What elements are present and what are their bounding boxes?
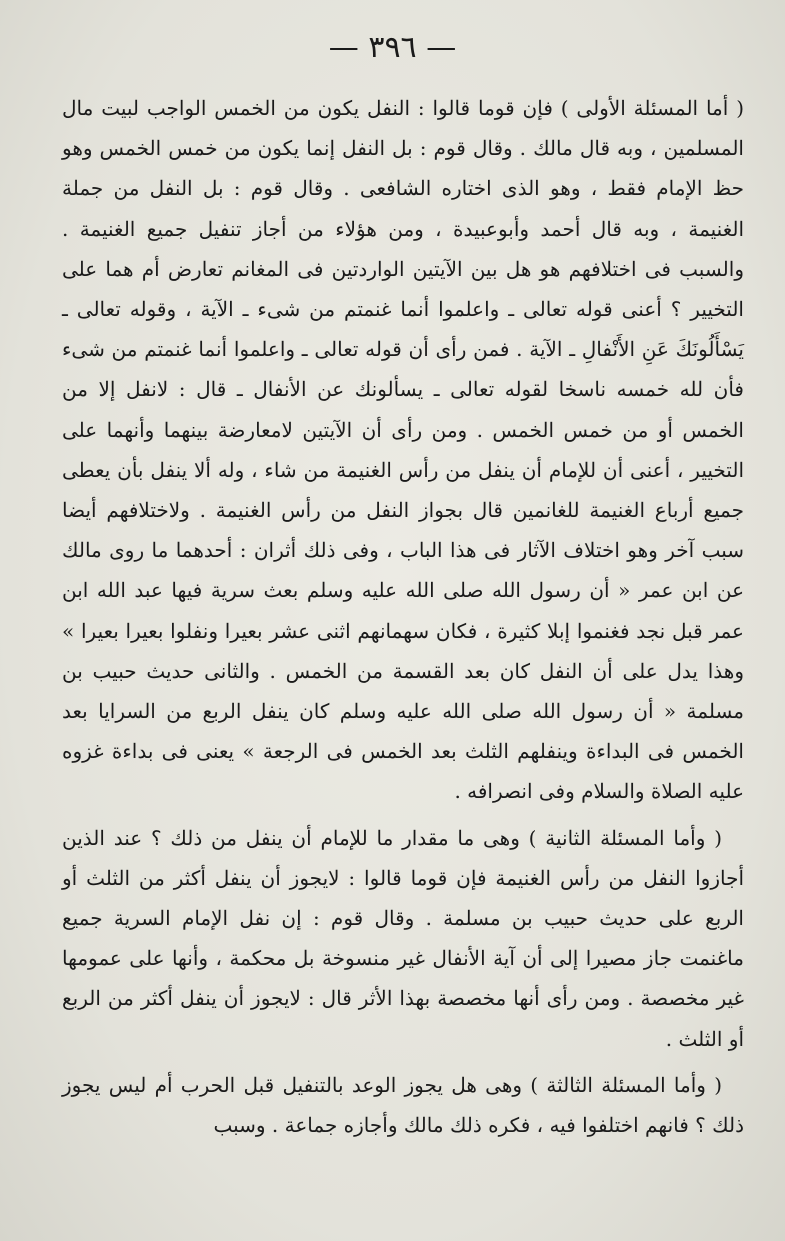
- paragraph-third-issue: ( وأما المسئلة الثالثة ) وهى هل يجوز الوعد بالتنفيل قبل الحرب أم ليس يجوز ذلك ؟ فانهم اختلفوا فيه ، فكره ذلك مالك وأجازه جماعة . وسبب: [62, 1072, 744, 1138]
- paragraph-first-issue: ( أما المسئلة الأولى ) فإن قوما قالوا : النفل يكون من الخمس الواجب لبيت مال المسلمين ، وبه قال مالك . وقال قوم : بل النفل إنما يكون من خمس الخمس وهو حظ الإمام فقط ، وهو الذى اختاره الشافعى . وقال قوم : بل النفل من جملة الغنيمة ، وبه قال أحمد وأبوعبيدة ، ومن هؤلاء من أجاز تنفيل جميع الغنيمة . والسبب فى اختلافهم هو هل بين الآيتين الواردتين فى المغانم تعارض أم هما على التخيير ؟ أعنى قوله تعالى ـ واعلموا أنما غنمتم من شىء ـ الآية ، وقوله تعالى ـ يَسْأَلُونَكَ عَنِ الأَنْفالِ ـ الآية . فمن رأى أن قوله تعالى ـ واعلموا أنما غنمتم من شىء فأن لله خمسه ناسخا لقوله تعالى ـ يسألونك عن الأنفال ـ قال : لانفل إلا من الخمس أو من خمس الخمس . ومن رأى أن الآيتين لامعارضة بينهما وأنهما على التخيير ، أعنى أن للإمام أن ينفل من رأس الغنيمة من شاء ، وله ألا ينفل بأن يعطى جميع أرباع الغنيمة للغانمين قال بجواز النفل من رأس الغنيمة . ولاختلافهم أيضا سبب آخر وهو اختلاف الآثار فى هذا الباب ، وفى ذلك أثران : أحدهما ما روى مالك عن ابن عمر « أن رسول الله صلى الله عليه وسلم بعث سرية فيها عبد الله ابن عمر قبل نجد فغنموا إبلا كثيرة ، فكان سهمانهم اثنى عشر بعيرا ونفلوا بعيرا بعيرا » وهذا يدل على أن النفل كان بعد القسمة من الخمس . والثانى حديث حبيب بن مسلمة « أن رسول الله صلى الله عليه وسلم كان ينفل الربع من السرايا بعد الخمس فى البداءة وينفلهم الثلث بعد الخمس فى الرجعة » يعنى فى بداءة غزوه عليه الصلاة والسلام وفى انصرافه .: [62, 96, 744, 804]
- paragraph-second-issue: ( وأما المسئلة الثانية ) وهى ما مقدار ما للإمام أن ينفل من ذلك ؟ عند الذين أجازوا النفل من رأس الغنيمة فإن قوما قالوا : لايجوز أن ينفل أكثر من الثلث أو الربع على حديث حبيب بن مسلمة . وقال قوم : إن نفل الإمام السرية جميع ماغنمت جاز مصيرا إلى أن آية الأنفال غير منسوخة بل محكمة ، وأنها على عمومها غير مخصصة . ومن رأى أنها مخصصة بهذا الأثر قال : لايجوز أن ينفل أكثر من الربع أو الثلث .: [62, 825, 745, 1051]
- page-body-text: [62, 88, 744, 1145]
- page-number: — ٣٩٦ —: [328, 30, 457, 65]
